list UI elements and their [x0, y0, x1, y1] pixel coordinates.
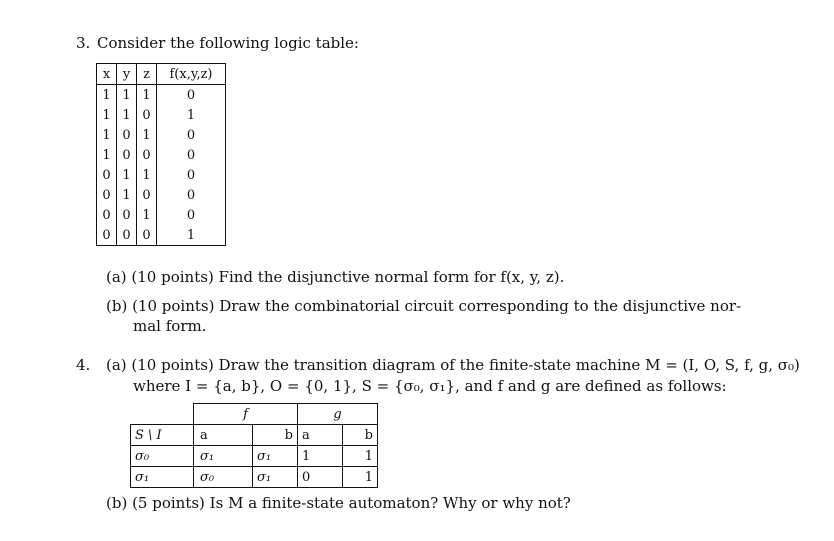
cell-f: 1 [157, 225, 226, 246]
cell-y: 1 [117, 185, 137, 205]
cell-z: 1 [137, 205, 157, 225]
input-label: b [343, 425, 378, 446]
q3-part-a: (a) (10 points) Find the disjunctive normal form for f(x, y, z). [106, 268, 565, 286]
blank-corner [131, 404, 194, 425]
g-cell: 1 [343, 467, 378, 488]
group-f-label: f [194, 404, 298, 425]
input-label: a [194, 425, 253, 446]
cell-y: 1 [117, 85, 137, 106]
q3-number: 3. [76, 34, 91, 52]
group-g-label: g [298, 404, 378, 425]
table-row [97, 165, 226, 185]
q3-intro: Consider the following logic table: [97, 34, 359, 52]
cell-x: 0 [97, 225, 117, 246]
table-row [97, 85, 226, 106]
cell-y: 0 [117, 125, 137, 145]
header-x: x [97, 64, 117, 85]
cell-x: 1 [97, 105, 117, 125]
table-row [97, 185, 226, 205]
cell-z: 1 [137, 165, 157, 185]
table-row [97, 125, 226, 145]
q4-part-a-line1: (a) (10 points) Draw the transition diagram of the finite-state machine M = (I, O, S, f, g, σ₀) [106, 356, 800, 374]
fsm-group-header [131, 404, 378, 425]
g-cell: 1 [343, 446, 378, 467]
cell-x: 1 [97, 125, 117, 145]
cell-z: 0 [137, 105, 157, 125]
header-z: z [137, 64, 157, 85]
table-row [131, 467, 378, 488]
cell-z: 1 [137, 85, 157, 106]
q3-part-b-line2: mal form. [133, 317, 207, 335]
corner-label: S \ I [131, 425, 194, 446]
cell-x: 1 [97, 145, 117, 165]
table-row [97, 205, 226, 225]
cell-y: 0 [117, 205, 137, 225]
cell-z: 0 [137, 185, 157, 205]
g-cell: 1 [298, 446, 343, 467]
cell-z: 0 [137, 225, 157, 246]
f-cell: σ₁ [253, 467, 298, 488]
state-label: σ₁ [131, 467, 194, 488]
state-label: σ₀ [131, 446, 194, 467]
cell-y: 0 [117, 225, 137, 246]
q4-part-b: (b) (5 points) Is M a finite-state automaton? Why or why not? [106, 494, 571, 512]
input-label: b [253, 425, 298, 446]
cell-x: 1 [97, 85, 117, 106]
cell-f: 0 [157, 85, 226, 106]
table-row [97, 105, 226, 125]
fsm-table [130, 403, 378, 488]
cell-f: 0 [157, 145, 226, 165]
header-f: f(x,y,z) [157, 64, 226, 85]
logic-table [96, 63, 226, 246]
f-cell: σ₀ [194, 467, 253, 488]
cell-f: 0 [157, 125, 226, 145]
fsm-input-header [131, 425, 378, 446]
cell-z: 1 [137, 125, 157, 145]
cell-x: 0 [97, 185, 117, 205]
q4-number: 4. [76, 356, 91, 374]
table-row [97, 145, 226, 165]
cell-y: 1 [117, 165, 137, 185]
cell-x: 0 [97, 165, 117, 185]
f-cell: σ₁ [194, 446, 253, 467]
cell-f: 0 [157, 185, 226, 205]
cell-y: 1 [117, 105, 137, 125]
header-y: y [117, 64, 137, 85]
cell-f: 0 [157, 205, 226, 225]
q4-part-a-line2: where I = {a, b}, O = {0, 1}, S = {σ₀, σ₁}, and f and g are defined as follows: [133, 377, 727, 395]
g-cell: 0 [298, 467, 343, 488]
cell-f: 1 [157, 105, 226, 125]
f-cell: σ₁ [253, 446, 298, 467]
cell-y: 0 [117, 145, 137, 165]
cell-z: 0 [137, 145, 157, 165]
cell-f: 0 [157, 165, 226, 185]
q3-part-b-line1: (b) (10 points) Draw the combinatorial circuit corresponding to the disjunctive nor- [106, 297, 742, 315]
table-row [97, 225, 226, 246]
logic-table-header [97, 64, 226, 85]
cell-x: 0 [97, 205, 117, 225]
table-row [131, 446, 378, 467]
input-label: a [298, 425, 343, 446]
